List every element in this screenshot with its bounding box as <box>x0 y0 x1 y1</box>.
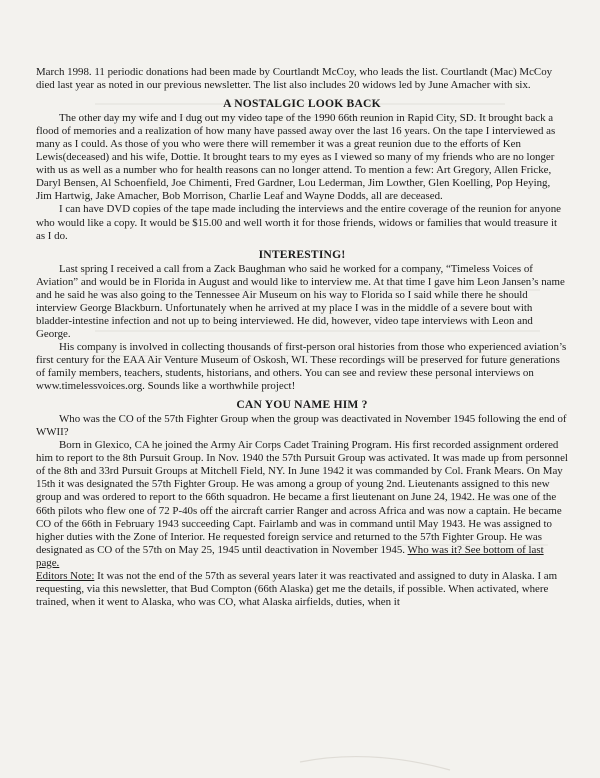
intro-paragraph: March 1998. 11 periodic donations had been made by Courtlandt McCoy, who leads the list. Courtlandt (Mac) McCoy died last year as noted in our previous newsletter. The list also includes 20 widows led by June Amacher with six. <box>36 66 553 92</box>
editors-note-paragraph <box>36 570 568 609</box>
biography-text: Born in Glexico, CA he joined the Army Air Corps Cadet Training Program. His first recorded assignment ordered him to report to the 8th Pursuit Group. In Nov. 1940 the 57th Pursuit Group was activated. It was made up from personnel of the 8th and 33rd Pursuit Groups at Mitchell Field, NY. In June 1942 it was commanded by Col. Frank Mears. On May 15th it was designated the 57th Fighter Group. He was among a group of young 2nd. Lieutenants assigned to this new group and was ordered to report to the 66th squadron. He became a first lieutenant on June 24, 1942. He was one of the 66th pilots who flew one of 72 P-40s off the aircraft carrier Ranger and across Africa and was now a captain. He became CO of the 66th in February 1943 succeeding Capt. Fairlamb and was in command until May 1943. He was assigned to higher duties with the Zone of Interior. He requested foreign service and returned to the 57th Fighter Group. He was designated as CO of the 57th on May 25, 1945 until deactivation in November 1945. <box>36 439 568 556</box>
name-him-paragraph-2 <box>36 439 568 569</box>
interesting-paragraph-2: His company is involved in collecting thousands of first-person oral histories from those who experienced aviation’s first century for the EAA Air Venture Museum of Oskosh, WI. These recordings will be preserved for future generations of family members, teachers, students, historians, and others. You can see and review these personal interviews on www.timelessvoices.org. Sounds like a worthwhile project! <box>36 340 567 393</box>
editors-note-text: It was not the end of the 57th as several years later it was reactivated and assigned to duty in Alaska. I am requesting, via this newsletter, that Bud Compton (66th Alaska) get me the details, if possible. When activated, where trained, when it went to Alaska, who was CO, what Alaska airfields, duties, when it <box>36 569 558 608</box>
look-back-paragraph-1: The other day my wife and I dug out my video tape of the 1990 66th reunion in Rapid City, SD. It brought back a flood of memories and a realization of how many have passed away over the last 16 years. On the tape I interviewed as many as I could. As those of you who were there will remember it was a great reunion due to the efforts of Ken Lewis(deceased) and his wife, Dottie. It brought tears to my eyes as I viewed so many of my friends who are no longer with us as well as a number who for health reasons can no longer attend. To mention a few: Art Gregory, Allen Fricke, Daryl Bensen, Al Schoenfield, Joe Chimenti, Fred Gardner, Lou Lederman, Jim Lowther, Glen Koelling, Pop Heying, Jim Hartwig, Jake Amacher, Bob Morrison, Charlie Leaf and Wayne Dodds, all are deceased. <box>36 112 556 203</box>
name-him-paragraph-1: Who was the CO of the 57th Fighter Group when the group was deactivated in November 1945 following the end of WWII? <box>36 413 567 439</box>
section-heading-look-back: A NOSTALGIC LOOK BACK <box>223 97 381 111</box>
editors-note-label: Editors Note: <box>36 569 95 582</box>
look-back-paragraph-2: I can have DVD copies of the tape made including the interviews and the entire coverage of the reunion for anyone who would like a copy. It would be $15.00 and well worth it for those friends, widows or families that would treasure it as I do. <box>36 203 561 242</box>
section-heading-interesting: INTERESTING! <box>258 247 346 261</box>
section-heading-name-him: CAN YOU NAME HIM ? <box>236 398 368 412</box>
newsletter-page <box>36 66 568 609</box>
question-link-text: Who was it? See bottom of last page. <box>36 543 544 569</box>
interesting-paragraph-1: Last spring I received a call from a Zack Baughman who said he worked for a company, “Timeless Voices of Aviation” and would be in Florida in August and would like to interview me. At that time I gave him Leon Jansen’s name and he said he was also going to the Tennessee Air Museum on his way to Florida so I said while there he should interview George Blackburn. Unfortunately when he arrived at my place I was in the middle of a severe bout with bladder-intestine infection and not up to being interviewed. He did, however, video tape interviews with Leon and George. <box>36 262 565 340</box>
